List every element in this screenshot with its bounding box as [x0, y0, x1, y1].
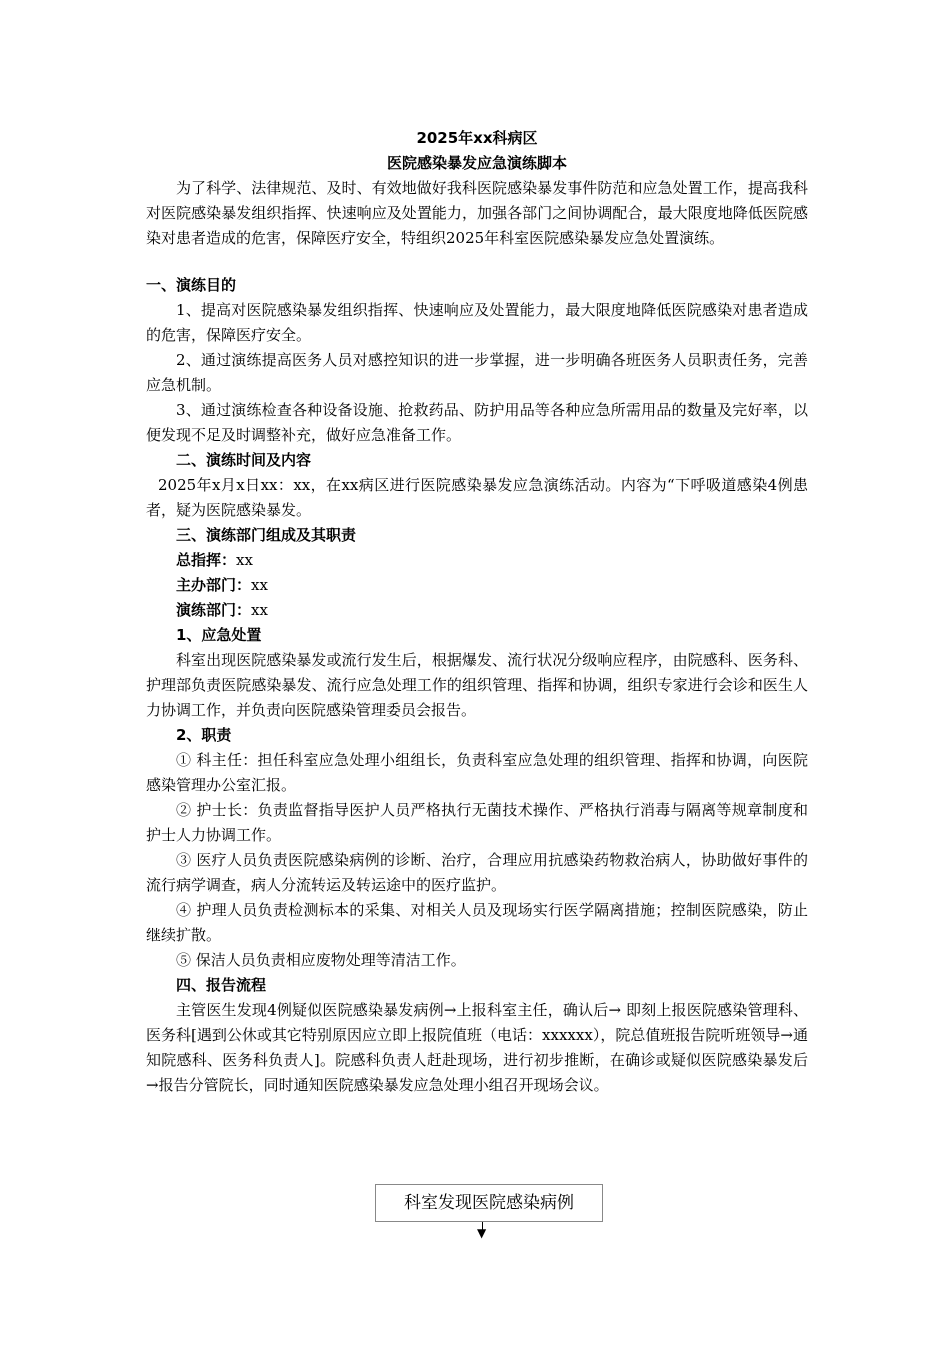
section-4-text: 主管医生发现4例疑似医院感染暴发病例→上报科室主任，确认后→ 即刻上报医院感染管理科、医务科[遇到公休或其它特别原因应立即上报院值班（电话：xxxxxx），院总值班报告院听班领导→通知院感科、医务科负责人]。院感科负责人赶赴现场，进行初步推断，在确诊或疑似医院感染暴发后→报告分管院长，同时通知医院感染暴发应急处理小组召开现场会议。: [146, 1001, 808, 1094]
duty-item: ③ 医疗人员负责医院感染病例的诊断、治疗，合理应用抗感染药物救治病人，协助做好事件的流行病学调查，病人分流转运及转运途中的医疗监护。: [146, 851, 808, 894]
host-dept-value: xx: [251, 576, 268, 594]
section-2-text: 2025年x月x日xx：xx，在xx病区进行医院感染暴发应急演练活动。内容为“下呼吸道感染4例患者，疑为医院感染暴发。: [146, 476, 808, 519]
duty-item: ⑤ 保洁人员负责相应废物处理等清洁工作。: [176, 951, 466, 969]
duty-item: ① 科主任：担任科室应急处理小组组长，负责科室应急处理的组织管理、指挥和协调，向医院感染管理办公室汇报。: [146, 751, 808, 794]
commander-value: xx: [236, 551, 253, 569]
document-title-line1: 2025年xx科病区: [416, 129, 538, 147]
host-dept-line: [146, 573, 808, 598]
section-3-1-heading: 1、应急处置: [176, 626, 262, 644]
document-title-line2: 医院感染暴发应急演练脚本: [386, 154, 567, 172]
section-2-heading: 二、演练时间及内容: [176, 451, 312, 469]
host-dept-label: 主办部门：: [176, 576, 252, 594]
commander-label: 总指挥：: [176, 551, 237, 569]
flowchart-arrow-down-icon: ▼: [477, 1226, 487, 1240]
section-4-heading: 四、报告流程: [176, 976, 267, 994]
section-1-item: 3、通过演练检查各种设备设施、抢救药品、防护用品等各种应急所需用品的数量及完好率，以便发现不足及时调整补充，做好应急准备工作。: [146, 401, 808, 444]
commander-line: [146, 548, 808, 573]
drill-dept-label: 演练部门：: [176, 601, 252, 619]
drill-dept-value: xx: [251, 601, 268, 619]
intro-paragraph: 为了科学、法律规范、及时、有效地做好我科医院感染暴发事件防范和应急处置工作，提高我科对医院感染暴发组织指挥、快速响应及处置能力，加强各部门之间协调配合，最大限度地降低医院感染对患者造成的危害，保障医疗安全，特组织2025年科室医院感染暴发应急处置演练。: [146, 179, 808, 247]
drill-dept-line: [146, 598, 808, 623]
section-1-item: 1、提高对医院感染暴发组织指挥、快速响应及处置能力，最大限度地降低医院感染对患者造成的危害，保障医疗安全。: [146, 301, 808, 344]
section-3-1-text: 科室出现医院感染暴发或流行发生后，根据爆发、流行状况分级响应程序，由院感科、医务科、护理部负责医院感染暴发、流行应急处理工作的组织管理、指挥和协调，组织专家进行会诊和医生人力协调工作，并负责向医院感染管理委员会报告。: [146, 651, 808, 719]
section-3-heading: 三、演练部门组成及其职责: [176, 526, 357, 544]
document-page: [146, 126, 808, 1098]
section-gap: [146, 251, 808, 273]
section-3-2-heading: 2、职责: [176, 726, 232, 744]
duty-item: ④ 护理人员负责检测标本的采集、对相关人员及现场实行医学隔离措施；控制医院感染，防止继续扩散。: [146, 901, 808, 944]
flowchart-start-box: 科室发现医院感染病例: [375, 1184, 603, 1222]
section-1-item: 2、通过演练提高医务人员对感控知识的进一步掌握，进一步明确各班医务人员职责任务，完善应急机制。: [146, 351, 808, 394]
section-1-heading: 一、演练目的: [146, 276, 237, 294]
duty-item: ② 护士长：负责监督指导医护人员严格执行无菌技术操作、严格执行消毒与隔离等规章制度和护士人力协调工作。: [146, 801, 808, 844]
